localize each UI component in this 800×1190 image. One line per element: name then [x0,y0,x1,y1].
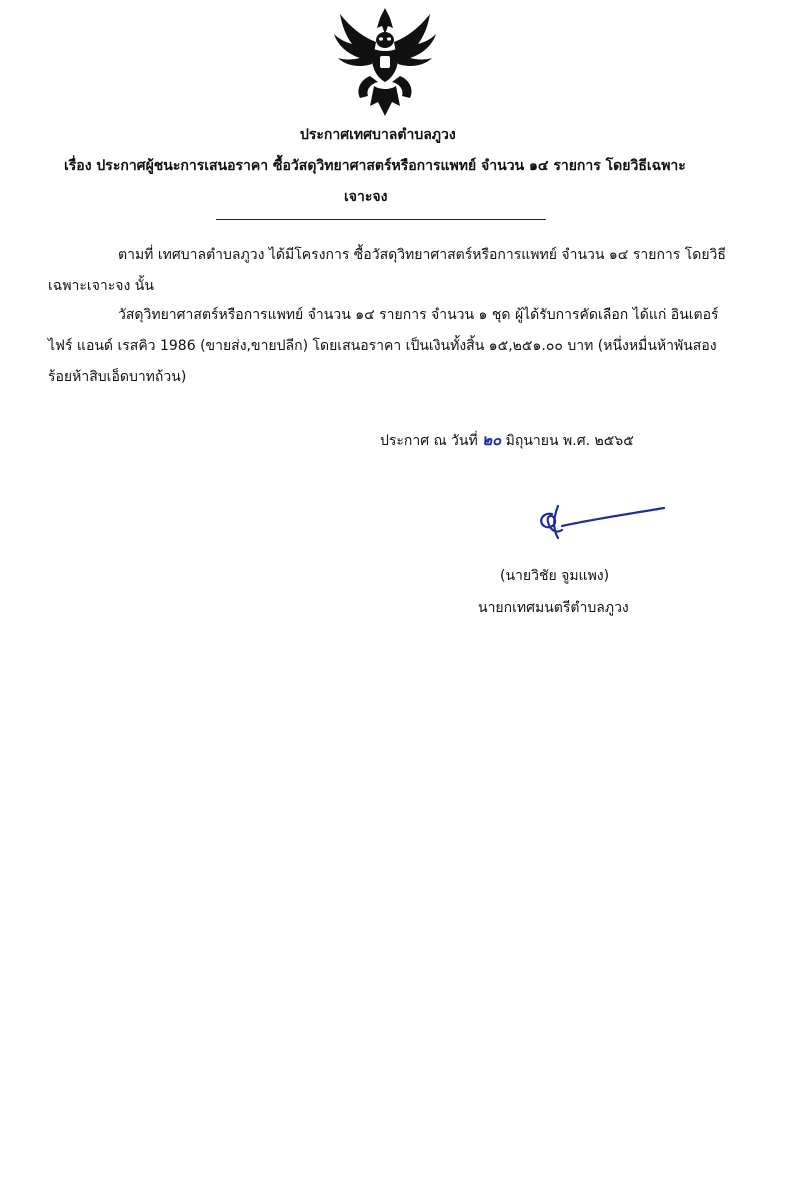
para2-line-2: ไฟร์ แอนด์ เรสคิว 1986 (ขายส่ง,ขายปลีก) โดยเสนอราคา เป็นเงินทั้งสิ้น ๑๕,๒๕๑.๐๐ บาท (หนึ่งหมื่นห้าพันสอง [48,338,717,354]
para2-line-3: ร้อยห้าสิบเอ็ดบาทถ้วน) [48,369,187,385]
dateline-prefix: ประกาศ ณ วันที่ [380,433,478,449]
para2-line-1: วัสดุวิทยาศาสตร์หรือการแพทย์ จำนวน ๑๔ รายการ จำนวน ๑ ชุด ผู้ได้รับการคัดเลือก ได้แก่ อินเตอร์ [118,307,719,323]
dateline-day: ๒๐ [482,431,502,449]
handwritten-signature-icon [528,500,668,550]
divider-rule [216,219,546,220]
garuda-emblem-icon [330,6,440,118]
dateline-suffix: มิถุนายน พ.ศ. ๒๕๖๕ [505,433,634,449]
para1-line-1: ตามที่ เทศบาลตำบลภูวง ได้มีโครงการ ซื้อวัสดุวิทยาศาสตร์หรือการแพทย์ จำนวน ๑๔ รายการ โดยวิธี [118,247,726,263]
dateline [380,428,634,452]
subject-line-1: เรื่อง ประกาศผู้ชนะการเสนอราคา ซื้อวัสดุวิทยาศาสตร์หรือการแพทย์ จำนวน ๑๔ รายการ โดยวิธีเฉพาะ [64,158,686,174]
subject-line-2: เจาะจง [344,189,388,205]
signer-position: นายกเทศมนตรีตำบลภูวง [478,600,629,616]
signer-name: (นายวิชัย จูมแพง) [500,568,610,584]
org-title: ประกาศเทศบาลตำบลภูวง [300,127,456,143]
para1-line-2: เฉพาะเจาะจง นั้น [48,278,154,294]
